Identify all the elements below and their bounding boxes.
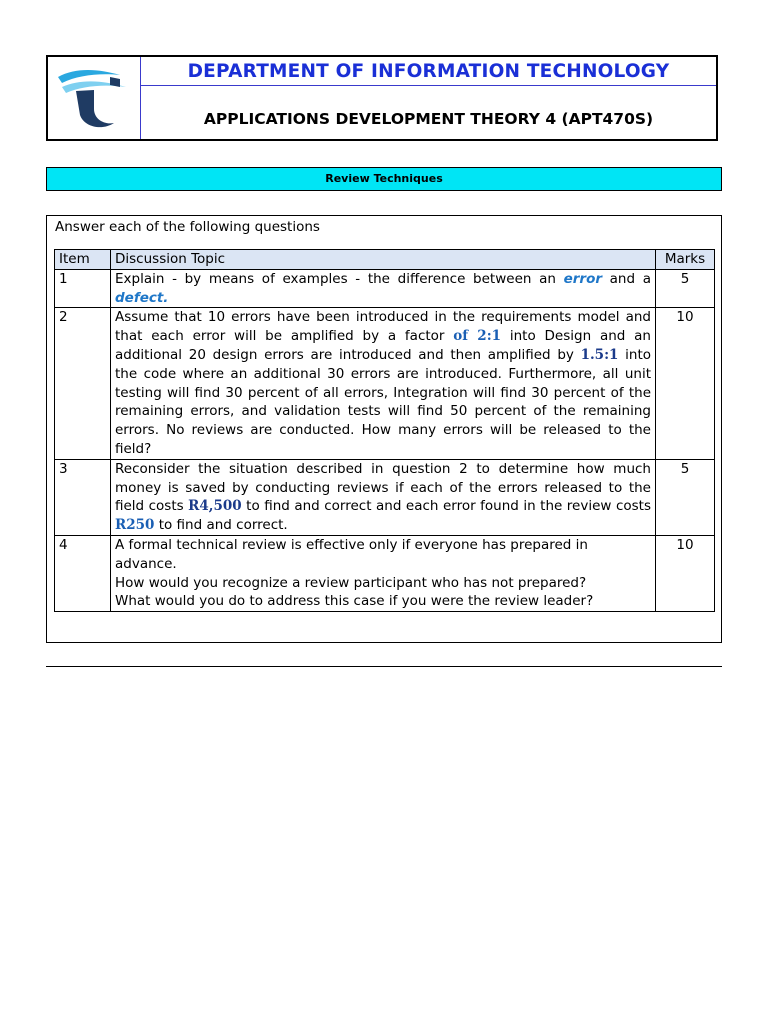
cost-highlight: R250 <box>115 517 155 534</box>
table-header-row <box>55 250 715 270</box>
instructions-text: Answer each of the following questions <box>55 219 320 235</box>
term-error: error <box>563 270 602 287</box>
discussion-topic <box>111 459 656 535</box>
document-header <box>46 55 718 141</box>
discussion-topic <box>111 535 656 611</box>
marks-value: 10 <box>656 535 715 611</box>
table-row <box>55 535 715 611</box>
cost-highlight: R4,500 <box>188 498 242 515</box>
topic-text: Assume that 10 errors have been introduced in the requirements model and that each error will be amplified by a factor <box>115 309 651 345</box>
marks-value: 5 <box>656 459 715 535</box>
topic-text: A formal technical review is effective only if everyone has prepared in advance. <box>115 536 588 572</box>
ratio-highlight: 1.5:1 <box>580 346 619 363</box>
bottom-divider <box>46 666 722 667</box>
topic-text: into Design and an additional 20 design errors are introduced and then amplified by <box>115 328 651 363</box>
discussion-topic <box>111 269 656 308</box>
ratio-highlight: of 2:1 <box>453 328 502 345</box>
item-number: 3 <box>55 459 111 535</box>
topic-text: and a <box>602 270 651 287</box>
topic-text: How would you recognize a review participant who has not prepared? <box>115 574 587 591</box>
section-title-bar: Review Techniques <box>46 167 722 191</box>
topic-text: What would you do to address this case if you were the review leader? <box>115 593 594 610</box>
table-row <box>55 459 715 535</box>
topic-text: Reconsider the situation described in question 2 to determine how much money is saved by conducting reviews if each of the errors released to the field costs <box>115 460 651 515</box>
marks-column-header: Marks <box>656 250 715 270</box>
topic-text: into the code where an additional 30 errors are introduced. Furthermore, all unit testing will find 30 percent of all errors, Integration will find 30 percent of the remaining errors, and validation tests will find 50 percent of the remaining errors. No reviews are conducted. How many errors will be released to the field? <box>115 346 652 457</box>
table-row <box>55 269 715 308</box>
course-title: APPLICATIONS DEVELOPMENT THEORY 4 (APT470S) <box>203 110 654 128</box>
logo-cell <box>48 57 141 139</box>
questions-box <box>46 215 722 643</box>
item-number: 2 <box>55 308 111 459</box>
university-logo-icon <box>54 65 134 135</box>
item-number: 1 <box>55 269 111 308</box>
term-defect: defect. <box>115 289 169 306</box>
marks-value: 5 <box>656 269 715 308</box>
topic-text: to find and correct and each error found in the review costs <box>241 498 651 515</box>
topic-text: Explain - by means of examples - the difference between an <box>115 270 564 287</box>
table-row <box>55 308 715 459</box>
item-number: 4 <box>55 535 111 611</box>
department-title: DEPARTMENT OF INFORMATION TECHNOLOGY <box>141 57 716 86</box>
questions-table <box>54 249 715 612</box>
item-column-header: Item <box>55 250 111 270</box>
marks-value: 10 <box>656 308 715 459</box>
topic-column-header: Discussion Topic <box>111 250 656 270</box>
topic-text: to find and correct. <box>154 517 288 534</box>
discussion-topic <box>111 308 656 459</box>
